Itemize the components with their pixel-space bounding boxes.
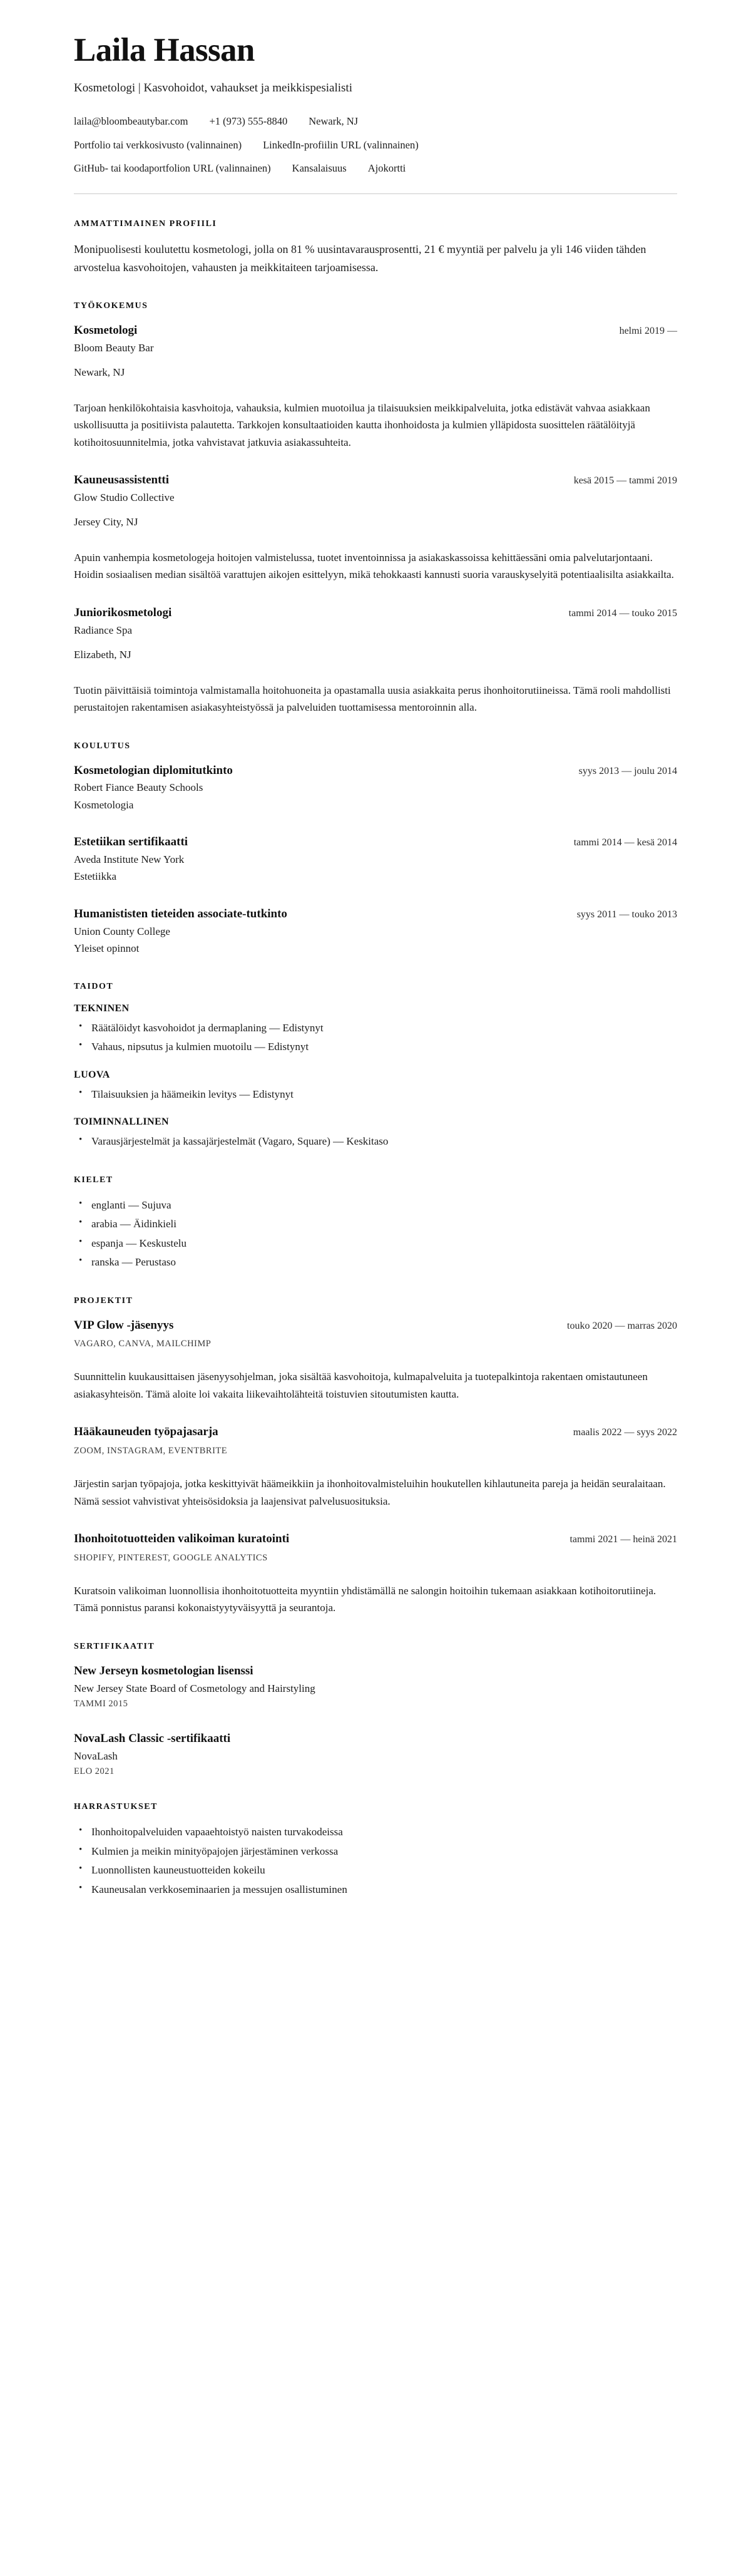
skill-group (74, 1116, 677, 1150)
certificate-issuer: NovaLash (74, 1749, 118, 1762)
section-skills (74, 982, 677, 1150)
hobby-item: • Kauneusalan verkkoseminaarien ja messujen osallistuminen (74, 1881, 677, 1899)
section-title-education: KOULUTUS (74, 741, 131, 751)
language-list (74, 1197, 677, 1271)
education-school: Union County College (74, 925, 170, 937)
hobby-item: • Ihonhoitopalveluiden vapaaehtoistyö naisten turvakodeissa (74, 1823, 677, 1841)
candidate-name: Laila Hassan (74, 32, 255, 68)
experience-location: Elizabeth, NJ (74, 649, 131, 661)
project-entry-head (74, 1531, 677, 1547)
contact-row-primary (74, 114, 677, 130)
project-entry-head (74, 1424, 677, 1440)
header-divider (74, 193, 677, 194)
section-title-experience: TYÖKOKEMUS (74, 301, 148, 311)
project-date: touko 2020 — marras 2020 (567, 1320, 677, 1331)
certificate-date: TAMMI 2015 (74, 1699, 128, 1709)
education-degree: Humanististen tieteiden associate-tutkinto (74, 907, 287, 920)
section-title-hobbies: HARRASTUKSET (74, 1802, 158, 1812)
education-date: tammi 2014 — kesä 2014 (573, 837, 677, 848)
contact-driving-license: Ajokortti (367, 162, 406, 175)
experience-company: Bloom Beauty Bar (74, 341, 154, 354)
contact-row-links (74, 138, 677, 153)
certificate-entry (74, 1731, 677, 1777)
education-entry (74, 834, 677, 885)
section-hobbies (74, 1802, 677, 1898)
experience-entry (74, 472, 677, 584)
contact-github[interactable]: GitHub- tai koodaportfolion URL (valinnainen) (74, 162, 271, 175)
section-title-profile: AMMATTIMAINEN PROFIILI (74, 219, 217, 229)
education-entry-head (74, 763, 677, 779)
language-item: • ranska — Perustaso (74, 1254, 677, 1271)
skill-group (74, 1003, 677, 1056)
project-entry (74, 1531, 677, 1617)
contact-linkedin[interactable]: LinkedIn-profiilin URL (valinnainen) (263, 138, 419, 151)
education-degree: Kosmetologian diplomitutkinto (74, 763, 233, 777)
skill-item: • Räätälöidyt kasvohoidot ja dermaplaning — Edistynyt (74, 1019, 677, 1037)
certificate-date: ELO 2021 (74, 1766, 115, 1777)
education-degree: Estetiikan sertifikaatti (74, 835, 188, 849)
contact-nationality: Kansalaisuus (292, 162, 347, 175)
section-title-languages: KIELET (74, 1175, 113, 1185)
experience-date: kesä 2015 — tammi 2019 (573, 475, 677, 487)
certificate-name: NovaLash Classic -sertifikaatti (74, 1732, 231, 1745)
project-description: Kuratsoin valikoiman luonnollisia ihonhoitotuotteita myyntiin yhdistämällä ne salongin hoitoihin tukemaan asiakkaan kotihoitorutiineja. Tämä ponnistus paransi kokonaistyytyväisyyttä ja seurantoja. (74, 1584, 656, 1614)
project-date: maalis 2022 — syys 2022 (573, 1427, 677, 1438)
section-title-projects: PROJEKTIT (74, 1296, 133, 1306)
experience-location: Newark, NJ (74, 366, 125, 379)
section-education (74, 741, 677, 957)
project-entry (74, 1424, 677, 1510)
project-tools: SHOPIFY, PINTEREST, GOOGLE ANALYTICS (74, 1552, 268, 1563)
experience-entry-head (74, 605, 677, 621)
section-certificates (74, 1642, 677, 1777)
project-entry (74, 1317, 677, 1403)
contact-location: Newark, NJ (309, 115, 359, 127)
skill-list (74, 1019, 677, 1056)
section-title-certificates: SERTIFIKAATIT (74, 1641, 155, 1651)
experience-entry (74, 322, 677, 451)
experience-company: Radiance Spa (74, 624, 132, 636)
hobby-item: • Luonnollisten kauneustuotteiden kokeilu (74, 1862, 677, 1879)
project-description: Suunnittelin kuukausittaisen jäsenyysohjelman, joka sisältää kasvohoitoja, kulmapalveluita ja tuotepalkintoja rakentaen omistautuneen asiakasyhteisön. Tämä aloite loi vakaita liikevaihtolähteitä toistuvien sitoutumisten kautta. (74, 1371, 648, 1400)
education-entry-head (74, 834, 677, 850)
experience-description: Tarjoan henkilökohtaisia kasvhoitoja, vahauksia, kulmien muotoilua ja tilaisuuksien meikkipalveluita, jotka edistävät vahvaa asiakkaan uskollisuutta ja positiivista palautetta. Tarkkojen konsultaatioiden kautta ihonhoidosta ja kulmien ylläpidosta suosittelen räätälöityjä kotihoitosuunnitelmia, jotka vahvistavat jatkuvia asiakassuhteita. (74, 401, 650, 448)
education-field: Kosmetologia (74, 798, 134, 811)
skill-item: • Vahaus, nipsutus ja kulmien muotoilu — Edistynyt (74, 1038, 677, 1056)
section-experience (74, 301, 677, 716)
experience-entry-head (74, 472, 677, 488)
experience-description: Tuotin päivittäisiä toimintoja valmistamalla hoitohuoneita ja opastamalla uusia asiakkaita perus ihonhoitorutiineissa. Tämä rooli mahdollisti perustaitojen rakentamisen asiakasyhteistyössä ja palveluiden tuottamisessa mentoroinnin alla. (74, 684, 671, 714)
experience-company: Glow Studio Collective (74, 491, 175, 503)
experience-role: Juniorikosmetologi (74, 605, 172, 619)
skill-group (74, 1069, 677, 1103)
contact-email[interactable]: laila@bloombeautybar.com (74, 115, 188, 127)
certificate-entry (74, 1663, 677, 1709)
experience-entry-head (74, 322, 677, 339)
project-name: Hääkauneuden työpajasarja (74, 1425, 218, 1439)
experience-date: helmi 2019 — (619, 325, 677, 336)
project-name: Ihonhoitotuotteiden valikoiman kuratointi (74, 1532, 290, 1546)
education-entry (74, 906, 677, 957)
contact-phone[interactable]: +1 (973) 555-8840 (209, 115, 288, 127)
education-school: Robert Fiance Beauty Schools (74, 781, 203, 794)
hobby-item: • Kulmien ja meikin minityöpajojen järjestäminen verkossa (74, 1843, 677, 1860)
skill-group-name: TOIMINNALLINEN (74, 1116, 169, 1128)
education-school: Aveda Institute New York (74, 853, 185, 865)
project-date: tammi 2021 — heinä 2021 (570, 1534, 677, 1545)
profile-summary: Monipuolisesti koulutettu kosmetologi, jolla on 81 % uusintavarausprosentti, 21 € myyntiä per palvelu ja yli 146 viiden tähden arvostelua kasvohoitojen, vahausten ja meikkitaiteen tarjoamisessa. (74, 243, 646, 274)
education-date: syys 2011 — touko 2013 (576, 909, 677, 920)
contact-portfolio[interactable]: Portfolio tai verkkosivusto (valinnainen) (74, 138, 242, 151)
experience-date: tammi 2014 — touko 2015 (568, 607, 677, 619)
education-entry (74, 763, 677, 813)
project-tools: VAGARO, CANVA, MAILCHIMP (74, 1339, 212, 1349)
section-profile (74, 219, 677, 276)
skill-item: • Varausjärjestelmät ja kassajärjestelmät (Vagaro, Square) — Keskitaso (74, 1133, 677, 1150)
language-item: • espanja — Keskustelu (74, 1235, 677, 1252)
resume-header (74, 33, 677, 194)
skill-item: • Tilaisuuksien ja häämeikin levitys — Edistynyt (74, 1086, 677, 1103)
project-tools: ZOOM, INSTAGRAM, EVENTBRITE (74, 1446, 228, 1456)
section-title-skills: TAIDOT (74, 981, 114, 991)
skill-group-name: LUOVA (74, 1069, 110, 1080)
section-languages (74, 1175, 677, 1271)
project-description: Järjestin sarjan työpajoja, jotka keskittyivät häämeikkiin ja ihonhoitovalmisteluihin houkutellen kihlautuneita pareja ja heidän seuralaitaan. Nämä sessiot vahvistivat yhteisösidoksia ja laajensivat palvelusuosituksia. (74, 1478, 666, 1507)
skill-list (74, 1133, 677, 1150)
experience-location: Jersey City, NJ (74, 516, 138, 528)
certificate-issuer: New Jersey State Board of Cosmetology and Hairstyling (74, 1682, 315, 1694)
language-item: • englanti — Sujuva (74, 1197, 677, 1214)
certificate-name: New Jerseyn kosmetologian lisenssi (74, 1664, 253, 1677)
education-date: syys 2013 — joulu 2014 (578, 765, 677, 776)
contact-row-extra (74, 161, 677, 177)
hobby-list (74, 1823, 677, 1898)
project-name: VIP Glow -jäsenyys (74, 1318, 174, 1332)
experience-role: Kosmetologi (74, 323, 138, 337)
education-entry-head (74, 906, 677, 922)
education-field: Estetiikka (74, 870, 116, 883)
project-entry-head (74, 1317, 677, 1334)
experience-role: Kauneusassistentti (74, 473, 170, 487)
language-item: • arabia — Äidinkieli (74, 1215, 677, 1233)
skill-list (74, 1086, 677, 1103)
education-field: Yleiset opinnot (74, 942, 140, 954)
experience-description: Apuin vanhempia kosmetologeja hoitojen valmistelussa, tuotet inventoinnissa ja asiakaskassoissa kehittäessäni omia palvelutarjontaani. Hoidin sosiaalisen median sisältöä varattujen aikojen esittelyyn, mikä tehokkaasti kannusti suoria varauskyselyitä potentiaalisilta asiakkailta. (74, 551, 674, 581)
section-projects (74, 1296, 677, 1617)
skill-group-name: TEKNINEN (74, 1002, 130, 1014)
experience-entry (74, 605, 677, 716)
candidate-headline: Kosmetologi | Kasvohoidot, vahaukset ja meikkispesialisti (74, 81, 352, 95)
